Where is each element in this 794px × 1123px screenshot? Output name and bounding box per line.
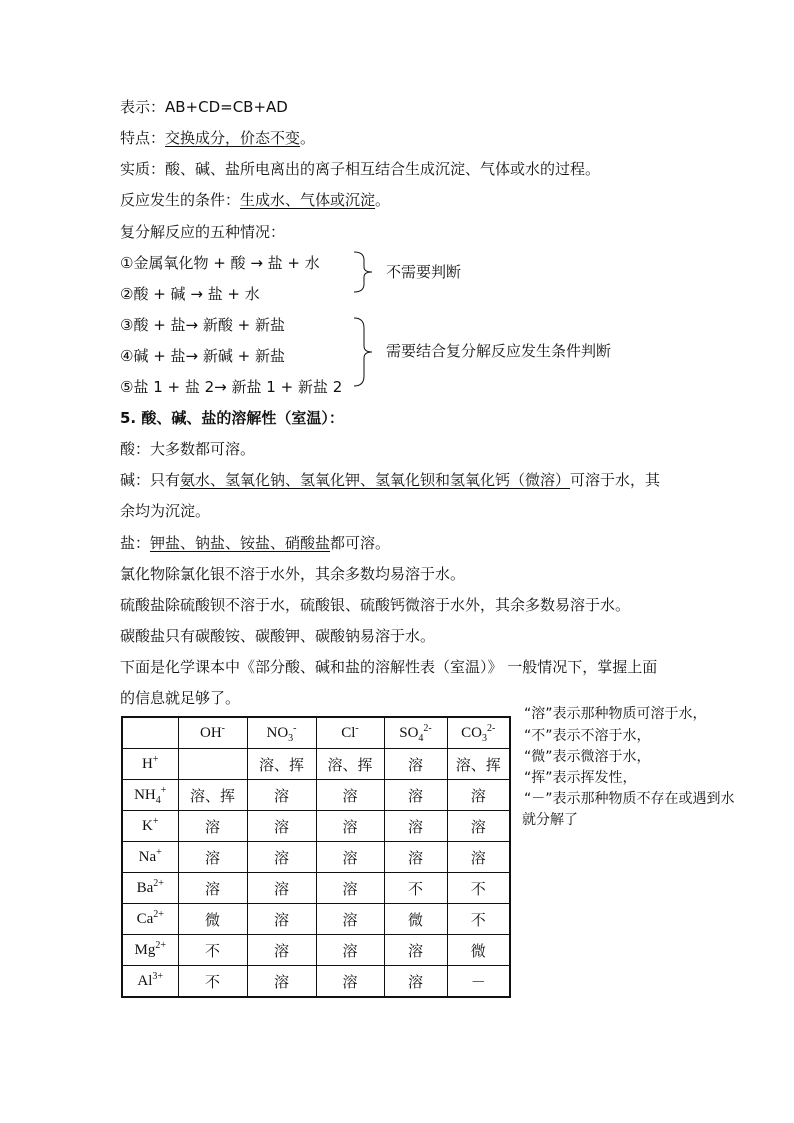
solubility-cell: 溶 <box>384 749 447 780</box>
representation-line: 表示：AB+CD=CB+AD <box>120 98 288 116</box>
essence-line: 实质：酸、碱、盐所电离出的离子相互结合生成沉淀、气体或水的过程。 <box>120 160 601 178</box>
solubility-cell: 溶、挥 <box>247 749 316 780</box>
anion-symbol: NO <box>266 724 289 741</box>
solubility-cell: 不 <box>178 966 247 998</box>
table-row <box>122 873 510 904</box>
solubility-cell: 溶 <box>316 842 384 873</box>
anion-charge: 2- <box>423 722 432 734</box>
salt-label: 盐： <box>120 534 151 552</box>
solubility-cell: 溶 <box>316 780 384 811</box>
table-header-row <box>122 717 510 749</box>
cation-header <box>122 842 178 873</box>
base-line <box>120 470 660 490</box>
table-row <box>122 935 510 966</box>
base-suffix: 可溶于水，其 <box>570 471 661 489</box>
solubility-cell: 微 <box>384 904 447 935</box>
anion-header <box>247 717 316 749</box>
solubility-cell: 溶 <box>178 811 247 842</box>
solubility-cell: 溶 <box>316 935 384 966</box>
legend-slightly: “微”表示微溶于水， <box>524 749 651 765</box>
feature-label: 特点： <box>120 129 166 147</box>
condition-line <box>120 190 390 210</box>
solubility-cell: 溶、挥 <box>178 780 247 811</box>
solubility-cell: 溶 <box>247 873 316 904</box>
solubility-cell: 溶 <box>247 780 316 811</box>
cation-header <box>122 966 178 998</box>
solubility-cell: 微 <box>178 904 247 935</box>
anion-symbol: CO <box>461 724 482 741</box>
base-line-2: 余均为沉淀。 <box>120 502 211 520</box>
cation-symbol: Ca <box>136 910 154 927</box>
anion-subscript: 3 <box>482 732 487 744</box>
cation-charge: + <box>160 784 167 796</box>
acid-line: 酸：大多数都可溶。 <box>120 440 256 458</box>
legend-dissolve: “溶”表示那种物质可溶于水， <box>524 706 707 722</box>
table-row <box>122 842 510 873</box>
anion-header <box>447 717 510 749</box>
case-2: ②酸 + 碱 → 盐 + 水 <box>120 285 260 303</box>
anion-symbol: Cl <box>341 724 356 741</box>
legend-insoluble: “不”表示不溶于水， <box>524 728 651 744</box>
cation-header <box>122 935 178 966</box>
cation-header <box>122 811 178 842</box>
solubility-cell: 溶、挥 <box>447 749 510 780</box>
table-intro-line-2: 的信息就足够了。 <box>120 689 241 707</box>
case-5: ⑤盐 1 + 盐 2→ 新盐 1 + 新盐 2 <box>120 378 343 396</box>
cation-symbol: Al <box>137 972 153 989</box>
table-row <box>122 966 510 998</box>
base-underlined: 氨水、氢氧化钠、氢氧化钾、氢氧化钡和氢氧化钙（微溶） <box>180 471 571 489</box>
cation-charge: 2+ <box>155 939 166 951</box>
anion-header <box>316 717 384 749</box>
legend-dash: “－”表示那种物质不存在或遇到水 <box>524 791 735 807</box>
cation-charge: + <box>152 753 159 765</box>
cation-symbol: Ba <box>136 879 154 896</box>
solubility-cell: 溶 <box>384 842 447 873</box>
anion-subscript: 3 <box>288 732 294 744</box>
solubility-cell: 溶 <box>247 935 316 966</box>
solubility-cell: 溶 <box>178 873 247 904</box>
anion-charge: - <box>221 722 225 734</box>
feature-underlined: 交换成分，价态不变 <box>165 129 301 147</box>
condition-label: 反应发生的条件： <box>120 191 241 209</box>
solubility-cell: 溶 <box>247 966 316 998</box>
five-cases-heading: 复分解反应的五种情况： <box>120 223 286 241</box>
solubility-cell: 溶 <box>447 780 510 811</box>
solubility-cell: 溶 <box>447 811 510 842</box>
salt-underlined: 钾盐、钠盐、铵盐、硝酸盐 <box>150 534 331 552</box>
brace-note-no-judgement: 不需要判断 <box>386 263 462 281</box>
anion-subscript: 4 <box>418 732 424 744</box>
case-1: ①金属氧化物 + 酸 → 盐 + 水 <box>120 254 320 272</box>
solubility-cell: 不 <box>447 904 510 935</box>
sulfate-line: 硫酸盐除硫酸钡不溶于水，硫酸银、硫酸钙微溶于水外，其余多数易溶于水。 <box>120 596 631 614</box>
cation-charge: 3+ <box>152 970 164 982</box>
cation-charge: 2+ <box>153 877 164 889</box>
cation-header <box>122 873 178 904</box>
case-4: ④碱 + 盐→ 新碱 + 新盐 <box>120 347 285 365</box>
legend-dash-cont: 就分解了 <box>522 812 578 828</box>
solubility-cell: 溶 <box>316 811 384 842</box>
solubility-cell <box>178 749 247 780</box>
solubility-cell: 溶 <box>384 780 447 811</box>
solubility-cell: 不 <box>384 873 447 904</box>
anion-header <box>384 717 447 749</box>
anion-charge: - <box>355 722 359 734</box>
cation-charge: + <box>152 815 159 827</box>
solubility-cell: 溶 <box>316 904 384 935</box>
solubility-cell: 微 <box>447 935 510 966</box>
anion-header <box>178 717 247 749</box>
solubility-cell: 溶 <box>178 842 247 873</box>
cation-header <box>122 749 178 780</box>
table-row <box>122 811 510 842</box>
case-3: ③酸 + 盐→ 新酸 + 新盐 <box>120 316 285 334</box>
solubility-cell: 溶 <box>247 842 316 873</box>
table-row <box>122 749 510 780</box>
salt-line <box>120 533 390 553</box>
base-label: 碱：只有 <box>120 471 181 489</box>
anion-symbol: SO <box>399 724 419 741</box>
solubility-cell: 溶 <box>316 873 384 904</box>
cation-symbol: Na <box>138 848 157 865</box>
salt-suffix: 都可溶。 <box>330 534 391 552</box>
cation-charge: 2+ <box>153 908 164 920</box>
table-corner-cell <box>122 717 178 749</box>
table-row <box>122 904 510 935</box>
solubility-cell: 溶 <box>316 966 384 998</box>
carbonate-line: 碳酸盐只有碳酸铵、碳酸钾、碳酸钠易溶于水。 <box>120 627 436 645</box>
cation-symbol: NH <box>134 786 156 803</box>
table-intro-line-1: 下面是化学课本中《部分酸、碱和盐的溶解性表（室温）》 一般情况下，掌握上面 <box>120 658 658 676</box>
anion-symbol: OH <box>199 724 222 741</box>
anion-charge: - <box>293 722 297 734</box>
solubility-cell: 不 <box>447 873 510 904</box>
solubility-cell: 溶 <box>384 935 447 966</box>
solubility-cell: 溶 <box>247 904 316 935</box>
solubility-cell: 不 <box>178 935 247 966</box>
section5-heading: 5. 酸、碱、盐的溶解性（室温）： <box>120 409 344 427</box>
solubility-cell: 溶 <box>384 966 447 998</box>
solubility-cell: 溶 <box>447 842 510 873</box>
cation-charge: + <box>156 846 162 858</box>
anion-charge: 2- <box>487 722 496 734</box>
cation-symbol: Mg <box>134 941 156 958</box>
condition-suffix: 。 <box>375 191 391 209</box>
brace-note-need-judgement: 需要结合复分解反应发生条件判断 <box>386 342 612 360</box>
condition-underlined: 生成水、气体或沉淀 <box>240 191 376 209</box>
feature-line <box>120 128 315 148</box>
solubility-cell: 溶 <box>247 811 316 842</box>
cation-symbol: H <box>142 755 153 772</box>
chloride-line: 氯化物除氯化银不溶于水外，其余多数均易溶于水。 <box>120 565 466 583</box>
feature-suffix: 。 <box>300 129 316 147</box>
solubility-cell: 溶 <box>384 811 447 842</box>
brace-top <box>352 250 376 294</box>
cation-header <box>122 780 178 811</box>
cation-header <box>122 904 178 935</box>
brace-bottom <box>352 316 376 388</box>
solubility-cell: － <box>447 966 510 998</box>
solubility-table <box>121 716 511 998</box>
solubility-cell: 溶、挥 <box>316 749 384 780</box>
cation-subscript: 4 <box>155 794 161 806</box>
cation-symbol: K <box>142 817 153 834</box>
table-row <box>122 780 510 811</box>
legend-volatile: “挥”表示挥发性， <box>524 770 637 786</box>
